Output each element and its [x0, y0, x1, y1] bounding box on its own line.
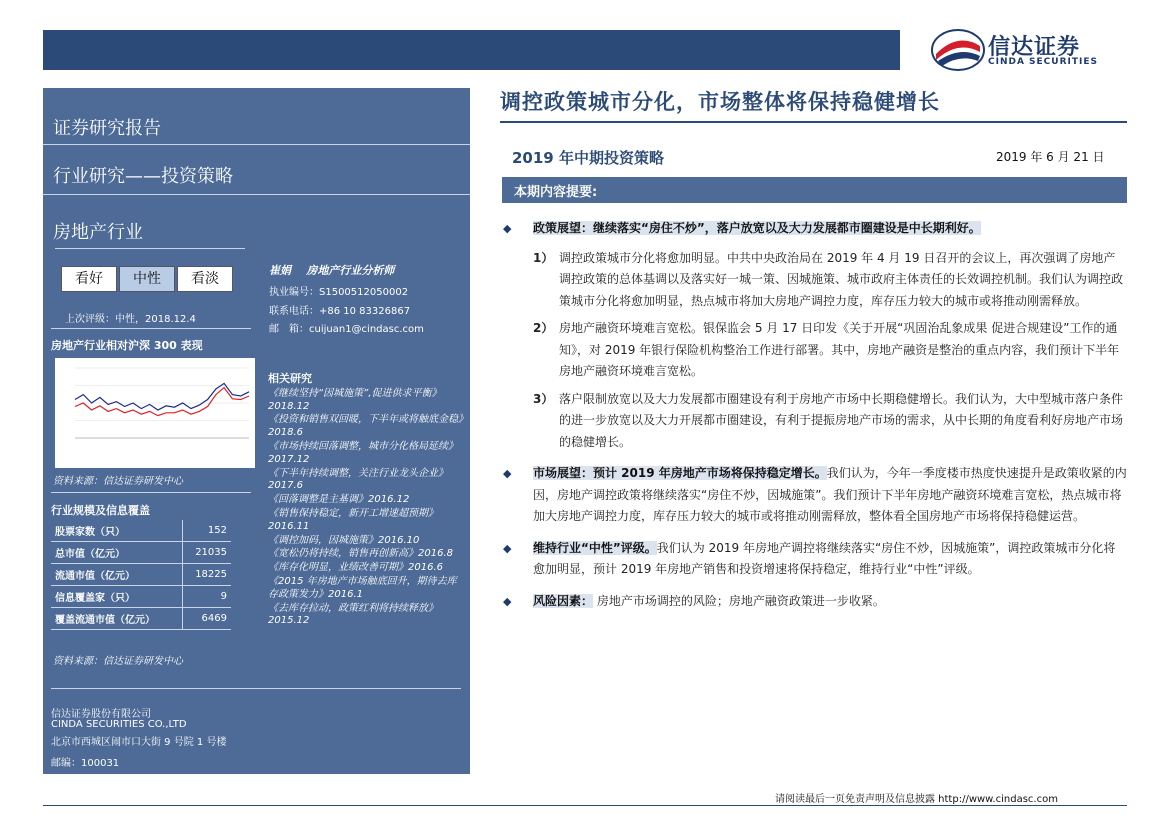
bullet-policy — [503, 218, 1127, 240]
stat-label: 总市值（亿元） — [51, 542, 182, 564]
bullet-rating — [503, 538, 1127, 581]
sub-number: 1） — [533, 250, 554, 265]
sub-item — [503, 318, 1127, 383]
summary-content — [503, 218, 1127, 612]
sidebar — [43, 88, 470, 774]
report-type: 证券研究报告 — [53, 118, 161, 139]
summary-header — [502, 177, 1127, 203]
divider — [51, 688, 461, 689]
table-row — [51, 520, 231, 542]
stats-title: 行业规模及信息覆盖 — [51, 504, 150, 517]
industry-name: 房地产行业 — [53, 222, 143, 243]
stat-value: 9 — [182, 586, 231, 608]
stat-value: 6469 — [182, 608, 231, 630]
divider — [55, 248, 245, 249]
performance-chart — [55, 358, 255, 468]
stats-source: 资料来源：信达证券研发中心 — [53, 656, 183, 667]
bullet-heading: 风险因素： — [533, 593, 594, 608]
rating-neutral: 中性 — [119, 266, 175, 292]
report-category: 行业研究——投资策略 — [53, 166, 233, 187]
list-item: 《继续坚持“因城施策”,促进供求平衡》2018.12 — [268, 387, 442, 412]
chart-title: 房地产行业相对沪深 300 表现 — [51, 339, 203, 352]
last-rating: 上次评级：中性，2018.12.4 — [65, 314, 196, 325]
analyst-name-text: 崔娟 — [269, 264, 291, 277]
list-item: 《2015 年房地产市场触底回升，期待去库存政策发力》2016.1 — [268, 575, 457, 600]
report-date: 2019 年 6 月 21 日 — [996, 150, 1105, 164]
bullet-risk — [503, 591, 1127, 613]
diamond-bullet-icon: ◆ — [503, 541, 512, 555]
sub-number: 2） — [533, 321, 554, 335]
list-item: 《库存化明显，业绩改善可期》2016.6 — [268, 562, 443, 574]
stat-value: 21035 — [182, 542, 231, 564]
divider — [51, 492, 251, 493]
stat-value: 18225 — [182, 564, 231, 586]
list-item: 《投资和销售双回暖，下半年或将触底金稳》2018.6 — [268, 414, 463, 439]
stat-value: 152 — [182, 520, 231, 542]
sub-item — [503, 389, 1127, 454]
license-number: 执业编号：S1500512050002 — [269, 287, 409, 298]
bullet-text: 我们认为，今年一季度楼市热度快速提升是政策收紧的内因，房地产调控政策将继续落实“房住不炒，因城施策”。我们预计下半年房地产融资环境难言宽松，热点城市将加大房地产调控力度，库存压力较大的城市或将推动刚需释放，整体看全国房地产市场将保持稳健运营。 — [533, 466, 1127, 523]
stats-table — [51, 520, 231, 630]
sub-text: 落户限制放宽以及大力发展都市圈建设有利于房地产市场中长期稳健增长。我们认为，大中型城市落户条件的进一步放宽以及大力开展都市圈建设，有利于提振房地产市场的需求，从中长期的角度看利好房地产市场的稳健增长。 — [559, 391, 1124, 449]
cinda-logo-icon — [930, 28, 986, 72]
rating-negative: 看淡 — [177, 266, 233, 292]
stat-label: 覆盖流通市值（亿元） — [51, 608, 182, 630]
diamond-bullet-icon: ◆ — [503, 594, 512, 608]
list-item: 《宽松仍将持续，销售再创新高》2016.8 — [268, 548, 453, 560]
stat-label: 流通市值（亿元） — [51, 564, 182, 586]
stat-label: 信息覆盖家（只） — [51, 586, 182, 608]
table-row — [51, 542, 231, 564]
email: 邮 箱：cuijuan1@cindasc.com — [269, 324, 424, 335]
analyst-title: 房地产行业分析师 — [306, 264, 395, 277]
header-bar — [43, 30, 900, 70]
bullet-heading: 维持行业“中性”评级。 — [533, 540, 657, 555]
related-title: 相关研究 — [268, 372, 312, 385]
table-row — [51, 564, 231, 586]
divider — [43, 144, 470, 145]
phone: 联系电话：+86 10 83326867 — [269, 306, 411, 317]
rating-selector — [61, 266, 233, 292]
list-item: 《去库存拉动，政策红利将持续释放》2015.12 — [268, 602, 438, 627]
list-item: 《调控加码，因城施策》2016.10 — [268, 534, 420, 546]
list-item: 《销售保持稳定，新开工增速超预期》2016.11 — [268, 507, 438, 532]
footer-divider — [43, 805, 1127, 806]
diamond-bullet-icon: ◆ — [503, 222, 512, 235]
rating-positive: 看好 — [61, 266, 117, 292]
table-row — [51, 586, 231, 608]
company-logo — [930, 28, 1130, 72]
list-item: 《下半年持续调整，关注行业龙头企业》2017.6 — [268, 467, 448, 492]
footer-disclaimer: 请阅读最后一页免责声明及信息披露 http://www.cindasc.com — [775, 794, 1058, 805]
logo-text-cn: 信达证券 — [988, 35, 1081, 60]
sub-number: 3） — [533, 391, 554, 406]
diamond-bullet-icon: ◆ — [503, 467, 512, 480]
related-research — [268, 373, 463, 629]
divider — [51, 328, 251, 329]
summary-label: 本期内容提要: — [514, 185, 598, 200]
sub-text: 房地产融资环境难言宽松。银保监会 5 月 17 日印发《关于开展“巩固治乱象成果 促进合规建设”工作的通知》，对 2019 年银行保险机构整治工作进行部署。其中，房地产融资是整治的重点内容，我们预计下半年房地产融资环境难言宽松。 — [559, 321, 1120, 378]
bullet-text: 房地产市场调控的风险；房地产融资政策进一步收紧。 — [596, 593, 885, 608]
sub-item — [503, 248, 1127, 313]
sub-text: 调控政策城市分化将愈加明显。中共中央政治局在 2019 年 4 月 19 日召开的会议上，再次强调了房地产调控政策的总体基调以及落实好一城一策、因城施策、城市政府主体责任的长效调控机制。我们认为调控政策城市分化将愈加明显，热点城市将加大房地产调控力度，库存压力较大的城市或将推动刚需释放。 — [559, 250, 1124, 308]
company-name-cn: 信达证券股份有限公司 — [51, 709, 151, 720]
report-headline: 调控政策城市分化，市场整体将保持稳健增长 — [500, 90, 940, 114]
bullet-market — [503, 463, 1127, 528]
stat-label: 股票家数（只） — [51, 520, 182, 542]
company-name-en: CINDA SECURITIES CO.,LTD — [51, 719, 187, 730]
company-postcode: 邮编：100031 — [51, 758, 120, 769]
divider — [43, 194, 470, 195]
bullet-heading: 市场展望：预计 2019 年房地产市场将保持稳定增长。 — [533, 466, 827, 480]
analyst-name — [269, 262, 394, 278]
bullet-heading: 政策展望：继续落实“房住不炒”，落户放宽以及大力发展都市圈建设是中长期利好。 — [533, 221, 981, 235]
logo-text-en: CINDA SECURITIES — [988, 57, 1098, 67]
chart-source: 资料来源：信达证券研发中心 — [53, 476, 183, 487]
table-row — [51, 608, 231, 630]
list-item: 《回落调整是主基调》2016.12 — [268, 494, 410, 506]
list-item: 《市场持续回落调整，城市分化格局延续》2017.12 — [268, 440, 458, 465]
report-subtitle: 2019 年中期投资策略 — [512, 149, 664, 167]
headline-divider — [500, 121, 1127, 123]
bullet-text: 我们认为 2019 年房地产调控将继续落实“房住不炒，因城施策”，调控政策城市分化将愈加明显，预计 2019 年房地产销售和投资增速将保持稳定，维持行业“中性”评级。 — [533, 540, 1116, 576]
company-address: 北京市西城区闹市口大街 9 号院 1 号楼 — [51, 737, 227, 748]
